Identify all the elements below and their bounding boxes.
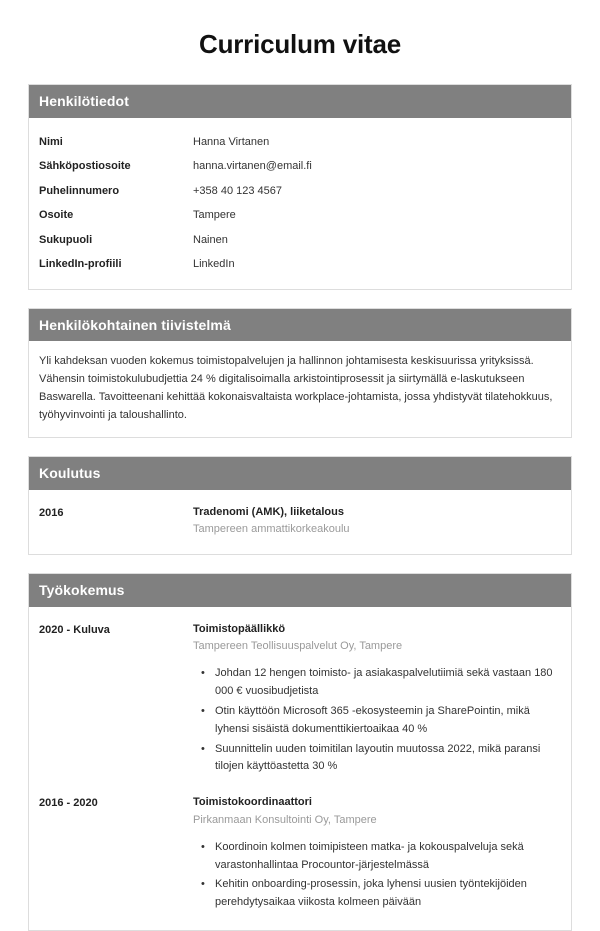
section-heading-education: Koulutus (29, 457, 571, 490)
list-item: • Suunnittelin uuden toimitilan layoutin muutossa 2022, mikä paransi tilojen käyttöastetta 30 % (193, 741, 561, 777)
list-item: • Otin käyttöön Microsoft 365 -ekosysteemin ja SharePointin, mikä lyhensi sisäistä dokumenttikiertoaikaa 40 % (193, 703, 561, 739)
section-personal-summary (28, 308, 572, 438)
table-row (39, 228, 561, 253)
entry-organisation: Tampereen ammattikorkeakoulu (193, 523, 350, 536)
list-item: • Johdan 12 hengen toimisto- ja asiakaspalvelutiimiä sekä vastaan 180 000 € vuosibudjetista (193, 665, 561, 701)
entry-title: Toimistokoordinaattori (193, 796, 312, 809)
entry-title: Toimistopäällikkö (193, 622, 286, 635)
page-title: Curriculum vitae (199, 29, 401, 59)
section-education (28, 456, 572, 555)
table-row (39, 154, 561, 179)
work-experience-list (29, 607, 571, 930)
entry-date: 2016 (39, 506, 64, 519)
field-value: +358 40 123 4567 (193, 184, 283, 197)
entry-title: Tradenomi (AMK), liiketalous (193, 505, 344, 518)
table-row (39, 130, 561, 155)
section-work-experience (28, 573, 572, 931)
table-row (39, 252, 561, 277)
field-label: Osoite (39, 209, 74, 222)
field-value: hanna.virtanen@email.fi (193, 160, 312, 173)
field-value: Nainen (193, 233, 228, 246)
field-label: Sähköpostiosoite (39, 160, 131, 173)
personal-summary-body (29, 341, 571, 436)
list-item: • Kehitin onboarding-prosessin, joka lyhensi uusien työntekijöiden perehdytysaikaa viikosta kolmeen päivään (193, 876, 561, 912)
entry-date: 2016 - 2020 (39, 797, 98, 810)
table-row (39, 203, 561, 228)
field-label: LinkedIn-profiili (39, 258, 122, 271)
entry-achievements (193, 839, 561, 912)
entry-date: 2020 - Kuluva (39, 623, 110, 636)
section-heading-work-experience: Työkokemus (29, 574, 571, 607)
education-list (29, 490, 571, 555)
field-label: Nimi (39, 135, 63, 148)
personal-details-table (29, 118, 571, 289)
field-value: Tampere (193, 209, 236, 222)
entry-content (193, 621, 561, 778)
section-heading-personal-summary: Henkilökohtainen tiivistelmä (29, 309, 571, 342)
entry-organisation: Pirkanmaan Konsultointi Oy, Tampere (193, 813, 377, 826)
table-row (39, 179, 561, 204)
entry-achievements (193, 665, 561, 776)
entry-content (193, 794, 561, 914)
entry-organisation: Tampereen Teollisuuspalvelut Oy, Tampere (193, 640, 403, 653)
work-experience-entry (39, 619, 561, 782)
education-entry (39, 502, 561, 543)
entry-content (193, 504, 561, 539)
field-label: Puhelinnumero (39, 184, 120, 197)
field-value: Hanna Virtanen (193, 135, 270, 148)
summary-paragraph: Yli kahdeksan vuoden kokemus toimistopalvelujen ja hallinnon johtamisesta keskisuurissa yrityksissä. Vähensin toimistokulubudjettia 24 % digitalisoimalla arkistointiprosessit ja siirtymällä e-laskutukseen Baswarella. Tavoitteenani kehittää kokonaisvaltaista workplace-johtamista, jossa yhdistyvät tilatehokkuus, työhyvinvointi ja taloushallinto. (39, 355, 553, 421)
list-item: • Koordinoin kolmen toimipisteen matka- ja kokouspalveluja sekä varastonhallintaa Procountor-järjestelmässä (193, 839, 561, 875)
section-personal-details (28, 84, 572, 290)
work-experience-entry (39, 782, 561, 918)
section-heading-personal-details: Henkilötiedot (29, 85, 571, 118)
linkedin-profile-value[interactable]: LinkedIn (193, 258, 235, 271)
field-label: Sukupuoli (39, 233, 93, 246)
